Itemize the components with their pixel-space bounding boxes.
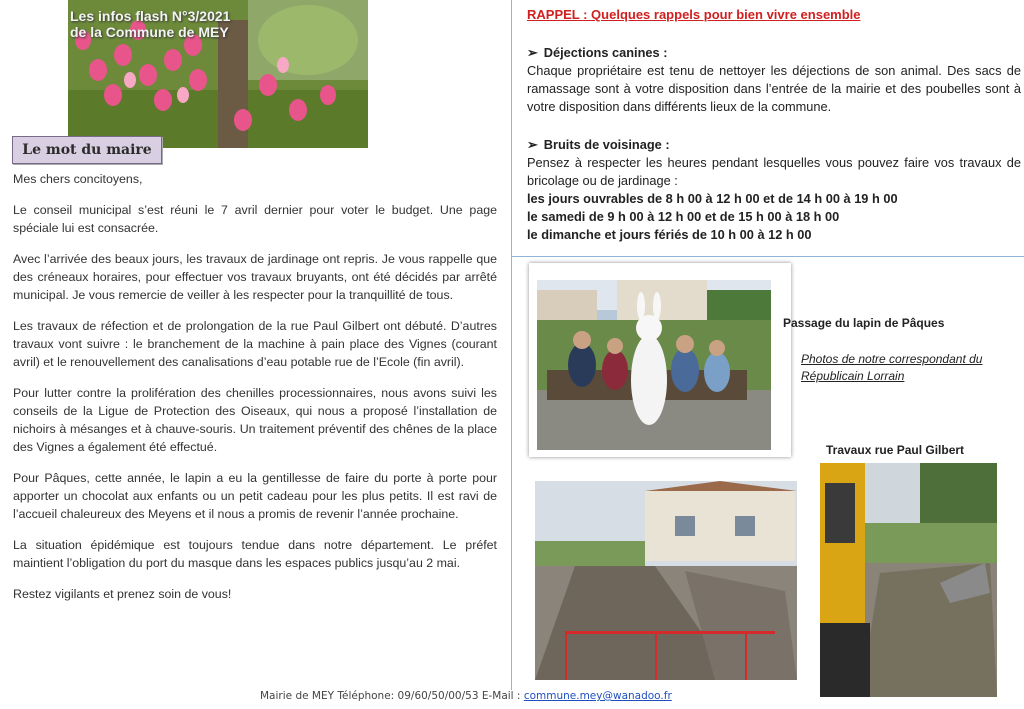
letter-paragraph: Avec l’arrivée des beaux jours, les travaux de jardinage ont repris. Je vous rappelle que des créneaux horaires, pour effectuer vos travaux bruyants, ont été décidés par arrêté municipal. Je vous remercie de veiller à les respecter pour la tranquillité de tous.: [13, 252, 497, 302]
email-link[interactable]: commune.mey@wanadoo.fr: [523, 690, 672, 702]
column-divider: [511, 0, 512, 690]
letter-paragraph: Mes chers concitoyens,: [13, 172, 143, 186]
section-divider: [511, 256, 1024, 257]
dog-waste-heading: [527, 44, 1021, 62]
rappel-heading: RAPPEL : Quelques rappels pour bien vivre ensemble: [527, 7, 861, 22]
letter-paragraph: Les travaux de réfection et de prolongation de la rue Paul Gilbert ont débuté. D’autres travaux vont suivre : le branchement de la machine à pain place des Vignes (courant avril) et le renouvellement des canalisations d’eau potable rue de l’Ecole (fin avril).: [13, 319, 497, 369]
dog-waste-text: Chaque propriétaire est tenu de nettoyer les déjections de son animal. Des sacs de ramassage sont à votre disposition dans l’entrée de la mairie et des poubelles sont à votre disposition dans différents lieux de la commune.: [527, 63, 1021, 114]
dog-waste-title: Déjections canines :: [543, 45, 668, 60]
reminders-section: [527, 6, 1021, 244]
hours-saturday: le samedi de 9 h 00 à 12 h 00 et de 15 h 00 à 18 h 00: [527, 209, 840, 224]
letter-paragraph: Le conseil municipal s’est réuni le 7 avril dernier pour voter le budget. Une page spéciale lui est consacrée.: [13, 203, 497, 235]
works-caption: Travaux rue Paul Gilbert: [826, 443, 965, 457]
letter-paragraph: La situation épidémique est toujours tendue dans notre département. Le préfet maintient l’obligation du port du masque dans les espaces publics jusqu’au 2 mai.: [13, 538, 497, 570]
noise-heading: [527, 136, 1021, 154]
flash-title-line2: de la Commune de MEY: [70, 24, 229, 40]
noise-title: Bruits de voisinage :: [543, 137, 670, 152]
easter-caption: Passage du lapin de Pâques: [783, 316, 945, 330]
letter-paragraph: Restez vigilants et prenez soin de vous!: [13, 587, 232, 601]
mayor-letter: [13, 170, 497, 616]
footer-contact: Mairie de MEY Téléphone: 09/60/50/00/53 E-Mail :: [260, 690, 524, 702]
easter-bunny-photo: [537, 280, 771, 450]
roadworks-photo-1: [535, 481, 797, 680]
noise-text: Pensez à respecter les heures pendant lesquelles vous pouvez faire vos travaux de bricolage ou de jardinage :: [527, 155, 1021, 188]
header-tulip-photo: [68, 0, 368, 148]
hours-weekdays: les jours ouvrables de 8 h 00 à 12 h 00 et de 14 h 00 à 19 h 00: [527, 191, 898, 206]
mayor-word-label: [12, 136, 162, 164]
footer: [260, 690, 672, 702]
letter-paragraph: Pour Pâques, cette année, le lapin a eu la gentillesse de faire du porte à porte pour apporter un chocolat aux enfants ou un petit cadeau pour les plus petits. Il est ravi de l’accueil chaleureux des Meyens et il nous a promis de revenir l’année prochaine.: [13, 471, 497, 521]
flash-title-line1: Les infos flash N°3/2021: [70, 8, 231, 24]
hours-sunday: le dimanche et jours fériés de 10 h 00 à 12 h 00: [527, 227, 812, 242]
mayor-label-text: Le mot du maire: [22, 142, 152, 158]
arrow-bullet-icon: ➢: [527, 137, 538, 152]
photo-credit-caption: Photos de notre correspondant du Républicain Lorrain: [801, 352, 983, 383]
roadworks-photo-2: [820, 463, 997, 697]
arrow-bullet-icon: ➢: [527, 45, 538, 60]
letter-paragraph: Pour lutter contre la prolifération des chenilles processionnaires, nous avons suivi les conseils de la Ligue de Protection des Oiseaux, qui nous a proposé l’installation de nichoirs à mésanges et à chauve-souris. Un traitement préventif des chênes de la place des Vignes a également été effectué.: [13, 386, 497, 454]
